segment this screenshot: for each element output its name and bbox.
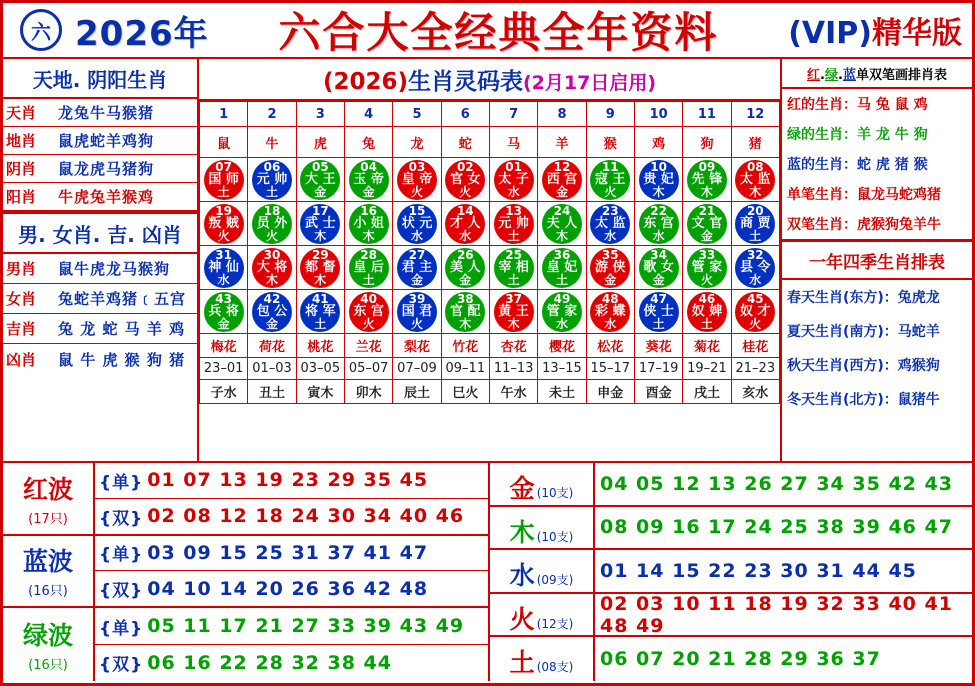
list-item — [3, 254, 197, 284]
table-cell: 酉金 — [634, 380, 682, 404]
wave-row-red — [3, 463, 488, 536]
wave-name: 红波 — [22, 474, 73, 504]
table-cell — [586, 158, 634, 202]
table-row-animals — [200, 127, 780, 158]
table-cell: 戌土 — [683, 380, 731, 404]
number-ball: 31 神 仙 水 — [204, 248, 244, 288]
table-cell: 17–19 — [634, 358, 682, 380]
element-numbers: 08 09 16 17 24 25 38 39 46 47 — [600, 516, 953, 539]
table-cell: 1 — [200, 102, 248, 127]
table-cell: 01–03 — [248, 358, 296, 380]
row-label: 阴肖 — [6, 160, 37, 178]
table-cell — [634, 158, 682, 202]
table-cell: 2 — [248, 102, 296, 127]
number-ball: 03 皇 帝 火 — [397, 160, 437, 200]
table-cell: 午水 — [489, 380, 537, 404]
table-cell — [344, 246, 392, 290]
number-ball: 27 君 主 金 — [397, 248, 437, 288]
number-ball: 04 玉 帝 金 — [349, 160, 389, 200]
table-cell: 3 — [296, 102, 344, 127]
number-ball: 11 寇 王 火 — [590, 160, 630, 200]
element-count: (09支) — [536, 573, 574, 588]
year-label: 2026年 — [75, 13, 209, 54]
list-item — [3, 99, 197, 127]
element-numbers: 04 05 12 13 26 27 34 35 42 43 — [600, 472, 953, 495]
table-cell — [393, 246, 441, 290]
list-item — [3, 284, 197, 314]
table-cell — [393, 202, 441, 246]
number-ball: 28 皇 后 土 — [349, 248, 389, 288]
table-cell — [200, 202, 248, 246]
list-item — [3, 183, 197, 211]
number-ball: 21 文 官 金 — [687, 204, 727, 244]
wave-numbers — [95, 608, 488, 681]
table-cell: 11–13 — [489, 358, 537, 380]
table-cell: 鼠 — [200, 127, 248, 158]
table-cell: 7 — [489, 102, 537, 127]
list-item: 春天生肖(东方)：兔虎龙 — [787, 290, 940, 306]
table-cell — [296, 158, 344, 202]
number-ball: 01 太 子 水 — [494, 160, 534, 200]
double-tag: {双} — [99, 508, 144, 529]
table-cell — [731, 290, 779, 334]
table-cell — [296, 290, 344, 334]
number-ball: 17 武 士 木 — [300, 204, 340, 244]
list-item: 秋天生肖(西方)：鸡猴狗 — [787, 358, 940, 374]
table-cell: 03–05 — [296, 358, 344, 380]
table-cell — [393, 290, 441, 334]
table-cell — [634, 202, 682, 246]
table-cell — [296, 202, 344, 246]
table-cell: 竹花 — [441, 334, 489, 358]
table-cell: 鸡 — [634, 127, 682, 158]
table-cell: 菊花 — [683, 334, 731, 358]
table-cell — [489, 158, 537, 202]
number-ball: 23 太 监 水 — [590, 204, 630, 244]
table-cell — [248, 290, 296, 334]
right-panel-title: 红.绿.蓝单双笔画排肖表 — [782, 59, 972, 89]
number-ball: 42 包 公 金 — [252, 292, 292, 332]
right-panel-title-rest: 单双笔画排肖表 — [855, 68, 947, 83]
table-cell: 猪 — [731, 127, 779, 158]
table-cell — [538, 202, 586, 246]
number-ball: 09 先 锋 木 — [687, 160, 727, 200]
wave-row-green — [3, 608, 488, 681]
list-item — [3, 344, 197, 374]
number-ball: 39 国 君 火 — [397, 292, 437, 332]
table-cell: 梨花 — [393, 334, 441, 358]
right-panel — [782, 59, 972, 461]
table-cell: 兰花 — [344, 334, 392, 358]
element-name: 土 — [509, 648, 535, 678]
element-row-earth — [490, 637, 972, 681]
table-cell — [200, 246, 248, 290]
number-ball: 38 官 配 木 — [445, 292, 485, 332]
wave-numbers — [95, 463, 488, 534]
number-ball: 06 元 帅 土 — [252, 160, 292, 200]
table-cell: 马 — [489, 127, 537, 158]
table-row-balls-2 — [200, 202, 780, 246]
number-ball: 47 侠 士 土 — [639, 292, 679, 332]
table-cell — [344, 290, 392, 334]
number-ball: 32 县 令 水 — [735, 248, 775, 288]
table-cell — [731, 158, 779, 202]
element-label-group — [490, 463, 595, 505]
color-green-label: 绿 — [824, 68, 838, 83]
table-cell — [489, 290, 537, 334]
table-cell — [634, 290, 682, 334]
table-row-balls-3 — [200, 246, 780, 290]
row-label: 单笔生肖 — [787, 186, 843, 203]
table-cell — [731, 202, 779, 246]
table-cell — [296, 246, 344, 290]
row-value: 马 兔 鼠 鸡 — [857, 96, 928, 113]
double-numbers: 04 10 14 20 26 36 42 48 — [147, 577, 429, 600]
row-label: 蓝的生肖 — [787, 156, 843, 173]
table-cell: 巳火 — [441, 380, 489, 404]
table-cell — [248, 202, 296, 246]
bottom-section — [3, 463, 972, 681]
row-value: 牛虎兔羊猴鸡 — [58, 188, 155, 206]
left-panel-title: 天地. 阴阳生肖 — [3, 59, 197, 99]
double-numbers: 06 16 22 28 32 38 44 — [147, 651, 392, 674]
number-ball: 14 才 人 水 — [445, 204, 485, 244]
single-numbers: 03 09 15 25 31 37 41 47 — [147, 541, 429, 564]
table-cell: 樱花 — [538, 334, 586, 358]
table-row-numbers — [200, 102, 780, 127]
list-item: 单笔生肖 ： 鼠龙马蛇鸡猪 — [782, 179, 972, 209]
table-cell — [538, 158, 586, 202]
element-count: (08支) — [536, 660, 574, 675]
number-ball: 48 彩 蝶 水 — [590, 292, 630, 332]
table-cell: 13–15 — [538, 358, 586, 380]
element-label-group — [490, 550, 595, 592]
vip-edition-label: 精华版 — [872, 16, 962, 51]
number-ball: 33 管 家 火 — [687, 248, 727, 288]
number-ball: 22 东 宫 水 — [639, 204, 679, 244]
number-ball: 30 大 将 木 — [252, 248, 292, 288]
row-label: 吉肖 — [6, 320, 37, 338]
row-label: 地肖 — [6, 132, 37, 150]
table-cell: 申金 — [586, 380, 634, 404]
table-cell: 兔 — [344, 127, 392, 158]
table-cell: 8 — [538, 102, 586, 127]
list-item: 双笔生肖 ： 虎猴狗兔羊牛 — [782, 209, 972, 239]
table-cell — [683, 290, 731, 334]
table-cell: 亥水 — [731, 380, 779, 404]
table-cell: 梅花 — [200, 334, 248, 358]
vip-badge — [788, 8, 962, 52]
table-cell: 荷花 — [248, 334, 296, 358]
season-table-title: 一年四季生肖排表 — [782, 242, 972, 280]
row-label: 阳肖 — [6, 188, 37, 206]
number-ball: 25 宰 相 土 — [494, 248, 534, 288]
title-year: (2026) — [322, 69, 408, 95]
number-ball: 49 管 家 水 — [542, 292, 582, 332]
wave-row-blue — [3, 536, 488, 609]
element-row-fire — [490, 594, 972, 638]
table-cell: 9 — [586, 102, 634, 127]
number-ball: 26 美 人 金 — [445, 248, 485, 288]
number-ball: 13 元 帅 土 — [494, 204, 534, 244]
list-item: 红的生肖 ： 马 兔 鼠 鸡 — [782, 89, 972, 119]
wave-line-double — [95, 645, 488, 681]
table-cell: 07–09 — [393, 358, 441, 380]
table-cell: 12 — [731, 102, 779, 127]
table-cell: 19–21 — [683, 358, 731, 380]
table-cell — [731, 246, 779, 290]
element-numbers: 06 07 20 21 28 29 36 37 — [600, 648, 881, 671]
list-item — [3, 314, 197, 344]
wave-label-group — [3, 536, 95, 607]
table-cell — [441, 158, 489, 202]
wave-line-single — [95, 463, 488, 499]
table-cell: 虎 — [296, 127, 344, 158]
row-value: 鼠龙虎马猪狗 — [58, 160, 155, 178]
double-tag: {双} — [99, 655, 144, 676]
wave-count: (17只) — [28, 511, 68, 527]
list-item — [3, 155, 197, 183]
table-cell: 15–17 — [586, 358, 634, 380]
table-cell — [248, 158, 296, 202]
number-ball: 46 奴 婢 土 — [687, 292, 727, 332]
table-cell: 葵花 — [634, 334, 682, 358]
table-cell — [489, 202, 537, 246]
element-table — [490, 463, 972, 681]
zodiac-table — [199, 101, 780, 404]
number-ball: 43 兵 将 金 — [204, 292, 244, 332]
table-cell — [634, 246, 682, 290]
row-value: 鼠 牛 虎 猴 狗 猪 — [58, 350, 186, 369]
row-label: 女肖 — [6, 290, 37, 308]
table-cell: 卯木 — [344, 380, 392, 404]
element-count: (10支) — [536, 486, 574, 500]
number-ball: 16 小 姐 木 — [349, 204, 389, 244]
table-cell — [441, 202, 489, 246]
number-ball: 08 太 监 木 — [735, 160, 775, 200]
wave-name: 绿波 — [22, 620, 73, 650]
title-main: 生肖灵码表 — [408, 69, 523, 95]
number-ball: 18 员 外 火 — [252, 204, 292, 244]
table-cell — [683, 158, 731, 202]
number-ball: 02 官 女 火 — [445, 160, 485, 200]
number-ball: 20 商 贾 土 — [735, 204, 775, 244]
list-item: 绿的生肖 ： 羊 龙 牛 狗 — [782, 119, 972, 149]
table-cell — [344, 158, 392, 202]
number-ball: 15 状 元 水 — [397, 204, 437, 244]
element-name: 火 — [509, 604, 535, 634]
list-item: 蓝的生肖 ： 蛇 虎 猪 猴 — [782, 149, 972, 179]
element-row-water — [490, 550, 972, 594]
element-label-group — [490, 507, 595, 549]
table-cell — [200, 158, 248, 202]
element-count: (12支) — [536, 616, 574, 631]
number-ball: 05 大 王 金 — [300, 160, 340, 200]
row-value: 鼠牛虎龙马猴狗 — [58, 260, 171, 278]
double-tag: {双} — [99, 581, 144, 602]
table-cell — [200, 290, 248, 334]
wave-count: (16只) — [28, 584, 68, 600]
table-cell — [586, 202, 634, 246]
row-value: 兔 龙 蛇 马 羊 鸡 — [58, 320, 186, 338]
single-numbers: 05 11 17 21 27 33 39 43 49 — [147, 615, 465, 638]
wave-numbers — [95, 536, 488, 607]
number-ball: 29 都 督 木 — [300, 248, 340, 288]
number-ball: 35 游 侠 金 — [590, 248, 630, 288]
number-ball: 19 叛 贼 火 — [204, 204, 244, 244]
table-cell: 10 — [634, 102, 682, 127]
table-cell — [538, 290, 586, 334]
element-row-metal — [490, 463, 972, 507]
table-cell: 猴 — [586, 127, 634, 158]
table-row-balls-4 — [200, 290, 780, 334]
element-label-group — [490, 594, 595, 636]
table-cell — [586, 290, 634, 334]
table-cell: 狗 — [683, 127, 731, 158]
row-value: 羊 龙 牛 狗 — [857, 126, 928, 143]
table-cell: 5 — [393, 102, 441, 127]
number-ball: 24 夫 人 木 — [542, 204, 582, 244]
element-numbers: 01 14 15 22 23 30 31 44 45 — [600, 559, 917, 582]
table-cell: 辰土 — [393, 380, 441, 404]
table-cell: 子水 — [200, 380, 248, 404]
zodiac-code-panel — [199, 59, 782, 461]
number-ball: 40 东 宫 火 — [349, 292, 389, 332]
vip-label: (VIP) — [788, 16, 872, 51]
table-row-balls-1 — [200, 158, 780, 202]
table-cell — [538, 246, 586, 290]
row-value: 虎猴狗兔羊牛 — [857, 216, 941, 233]
table-cell — [441, 246, 489, 290]
table-cell: 寅木 — [296, 380, 344, 404]
list-item: 冬天生肖(北方)：鼠猪牛 — [787, 392, 940, 408]
table-cell: 桂花 — [731, 334, 779, 358]
wave-line-single — [95, 536, 488, 572]
number-ball: 10 贵 妃 木 — [639, 160, 679, 200]
table-cell — [393, 158, 441, 202]
table-cell: 未土 — [538, 380, 586, 404]
row-label: 绿的生肖 — [787, 126, 843, 143]
row-value: 龙兔牛马猴猪 — [58, 104, 155, 122]
table-cell: 6 — [441, 102, 489, 127]
single-tag: {单} — [99, 545, 144, 566]
table-cell: 松花 — [586, 334, 634, 358]
number-ball: 07 国 师 土 — [204, 160, 244, 200]
table-cell: 11 — [683, 102, 731, 127]
list-item — [3, 127, 197, 155]
color-blue-label: 蓝 — [842, 68, 856, 83]
single-numbers: 01 07 13 19 23 29 35 45 — [147, 469, 429, 492]
element-name: 水 — [509, 561, 535, 591]
single-tag: {单} — [99, 618, 144, 639]
logo — [9, 6, 73, 54]
row-value: 鼠虎蛇羊鸡狗 — [58, 132, 155, 150]
element-label-group — [490, 637, 595, 681]
table-cell — [489, 246, 537, 290]
row-label: 凶肖 — [6, 350, 37, 369]
table-cell: 羊 — [538, 127, 586, 158]
element-row-wood — [490, 507, 972, 551]
number-ball: 34 歌 女 金 — [639, 248, 679, 288]
table-cell: 牛 — [248, 127, 296, 158]
row-label: 双笔生肖 — [787, 216, 843, 233]
table-row-flowers — [200, 334, 780, 358]
list-item: 夏天生肖(南方)：马蛇羊 — [787, 324, 940, 340]
left-panel — [3, 59, 199, 461]
single-tag: {单} — [99, 472, 144, 493]
table-cell: 23–01 — [200, 358, 248, 380]
table-row-times — [200, 358, 780, 380]
header — [3, 3, 972, 59]
number-ball: 45 奴 才 火 — [735, 292, 775, 332]
table-cell — [683, 202, 731, 246]
element-name: 木 — [509, 517, 535, 547]
number-ball: 12 西 宫 金 — [542, 160, 582, 200]
element-name: 金 — [509, 474, 535, 503]
wave-line-single — [95, 608, 488, 645]
table-cell: 龙 — [393, 127, 441, 158]
element-numbers: 02 03 10 11 18 19 32 33 40 41 48 49 — [600, 592, 953, 637]
table-cell: 丑土 — [248, 380, 296, 404]
row-label: 男肖 — [6, 260, 37, 278]
wave-line-double — [95, 499, 488, 534]
wave-count: (16只) — [28, 657, 68, 673]
table-cell: 05–07 — [344, 358, 392, 380]
table-cell: 杏花 — [489, 334, 537, 358]
row-value: 兔蛇羊鸡猪﹝五宫 — [58, 290, 187, 308]
wave-label-group — [3, 608, 95, 681]
body-grid — [3, 59, 972, 463]
row-label: 天肖 — [6, 104, 37, 122]
row-value: 蛇 虎 猪 猴 — [857, 156, 928, 173]
left-panel-title-2: 男. 女肖. 吉. 凶肖 — [3, 214, 197, 254]
zodiac-table-title — [199, 59, 780, 101]
table-cell: 21–23 — [731, 358, 779, 380]
element-count: (10支) — [536, 529, 574, 544]
table-cell — [441, 290, 489, 334]
number-ball: 37 黄 王 木 — [494, 292, 534, 332]
table-cell — [344, 202, 392, 246]
wave-line-double — [95, 571, 488, 606]
table-cell — [683, 246, 731, 290]
number-ball: 36 皇 妃 土 — [542, 248, 582, 288]
table-cell: 桃花 — [296, 334, 344, 358]
color-red-label: 红 — [807, 68, 821, 83]
table-cell: 蛇 — [441, 127, 489, 158]
wave-label-group — [3, 463, 95, 534]
wave-name: 蓝波 — [22, 547, 73, 577]
row-value: 鼠龙马蛇鸡猪 — [857, 186, 941, 203]
title-note: (2月17日启用) — [523, 72, 657, 94]
table-cell — [586, 246, 634, 290]
logo-icon: 六 — [20, 9, 62, 51]
row-label: 红的生肖 — [787, 96, 843, 113]
double-numbers: 02 08 12 18 24 30 34 40 46 — [147, 505, 465, 528]
number-ball: 41 将 军 土 — [300, 292, 340, 332]
page-title: 六合大全经典全年资料 — [278, 8, 719, 57]
wave-table — [3, 463, 490, 681]
table-cell — [248, 246, 296, 290]
table-cell: 4 — [344, 102, 392, 127]
table-cell: 09–11 — [441, 358, 489, 380]
table-row-branches — [200, 380, 780, 404]
